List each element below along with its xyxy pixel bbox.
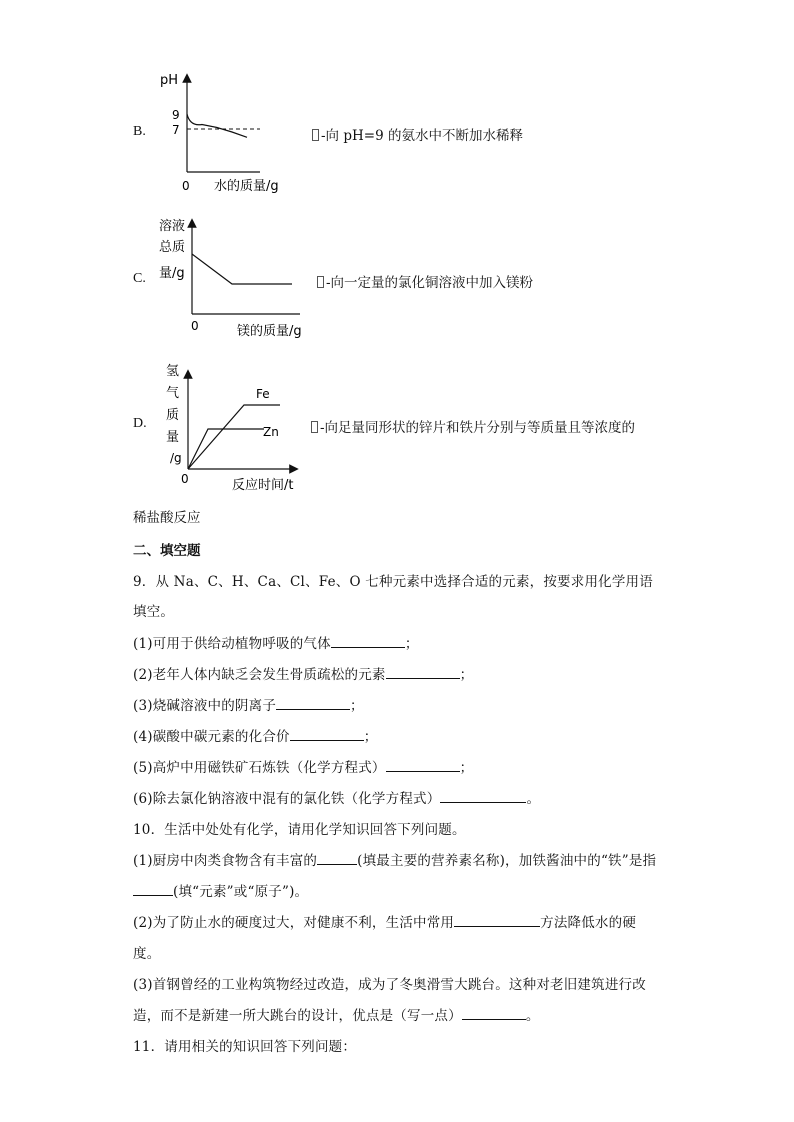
option-d-chart <box>160 362 310 494</box>
answer-blank[interactable] <box>440 788 526 803</box>
q9-stem-line-1: 9．从 Na、C、H、Ca、Cl、Fe、O 七种元素中选择合适的元素，按要求用化学用语 <box>133 574 653 590</box>
answer-blank[interactable] <box>276 695 350 710</box>
y-axis-label-1: 溶液 <box>159 219 186 234</box>
q9-item-2: (2)老年人体内缺乏会发生骨质疏松的元素 ； <box>133 663 473 683</box>
q9-item-6: (6)除去氯化钠溶液中混有的氯化铁（化学方程式） 。 <box>133 787 540 807</box>
missing-glyph-icon <box>312 129 319 141</box>
q10-part-2-line-2: 度。 <box>133 946 161 962</box>
answer-blank[interactable] <box>462 1005 526 1020</box>
q9-item-5: (5)高炉中用磁铁矿石炼铁（化学方程式） ； <box>133 756 473 776</box>
y-tick-7: 7 <box>172 123 180 137</box>
x-axis-label: 水的质量/g <box>214 179 279 194</box>
q10-part-2-line-1: (2)为了防止水的硬度过大，对健康不利，生活中常用 方法降低水的硬 <box>133 911 636 931</box>
q10-part-1-line-2: (填“元素”或“原子”)。 <box>133 880 308 900</box>
y-axis-label-5: /g <box>170 451 182 465</box>
q9-item-4: (4)碳酸中碳元素的化合价 ； <box>133 725 377 745</box>
origin-label: 0 <box>182 179 190 193</box>
q11-stem: 11．请用相关的知识回答下列问题： <box>133 1039 357 1055</box>
y-axis-label: pH <box>160 73 179 88</box>
missing-glyph-icon <box>311 421 318 433</box>
option-b-chart <box>150 70 300 198</box>
option-d-description: -向足量同形状的锌片和铁片分别与等质量且等浓度的 <box>311 416 635 436</box>
y-axis-label-3: 质 <box>166 408 180 423</box>
option-d-letter: D. <box>133 416 147 431</box>
q9-stem-line-2: 填空。 <box>133 604 175 620</box>
answer-blank[interactable] <box>386 664 460 679</box>
y-axis-label-3: 量/g <box>159 266 185 281</box>
x-axis-label: 反应时间/t <box>232 478 294 493</box>
q10-part-3-line-2: 造，而不是新建一所大跳台的设计，优点是（写一点） 。 <box>133 1004 540 1024</box>
series-line-zn <box>188 429 264 469</box>
series-label-fe: Fe <box>256 387 270 401</box>
answer-blank[interactable] <box>133 881 173 896</box>
series-line <box>192 254 292 284</box>
y-axis-label-2: 总质 <box>159 240 186 255</box>
q10-stem: 10．生活中处处有化学，请用化学知识回答下列问题。 <box>133 822 466 838</box>
option-d-description-continued: 稀盐酸反应 <box>133 510 201 526</box>
q10-part-1-line-1: (1)厨房中肉类食物含有丰富的 (填最主要的营养素名称)，加铁酱油中的“铁”是指 <box>133 849 656 869</box>
x-axis-label: 镁的质量/g <box>237 324 302 339</box>
answer-blank[interactable] <box>317 850 357 865</box>
q9-item-3: (3)烧碱溶液中的阴离子 ； <box>133 694 364 714</box>
series-label-zn: Zn <box>263 425 279 439</box>
y-tick-9: 9 <box>172 108 180 122</box>
answer-blank[interactable] <box>290 726 364 741</box>
section-title: 二、填空题 <box>133 543 201 559</box>
answer-blank[interactable] <box>331 633 405 648</box>
q9-item-1: (1)可用于供给动植物呼吸的气体 ； <box>133 632 419 652</box>
y-axis-label-4: 量 <box>166 430 180 445</box>
answer-blank[interactable] <box>454 912 540 927</box>
y-axis-label-2: 气 <box>166 386 180 401</box>
option-c-letter: C. <box>133 271 146 286</box>
origin-label: 0 <box>181 472 189 486</box>
option-b-letter: B. <box>133 124 146 139</box>
series-line <box>187 114 247 137</box>
option-c-description: -向一定量的氯化铜溶液中加入镁粉 <box>317 271 533 291</box>
option-b-description: -向 pH=9 的氨水中不断加水稀释 <box>312 124 523 144</box>
y-axis-label-1: 氢 <box>166 364 180 379</box>
answer-blank[interactable] <box>386 757 460 772</box>
missing-glyph-icon <box>317 276 324 288</box>
q10-part-3-line-1: (3)首钢曾经的工业构筑物经过改造，成为了冬奥滑雪大跳台。这种对老旧建筑进行改 <box>133 977 646 993</box>
origin-label: 0 <box>191 319 199 333</box>
option-c-chart <box>155 215 315 341</box>
